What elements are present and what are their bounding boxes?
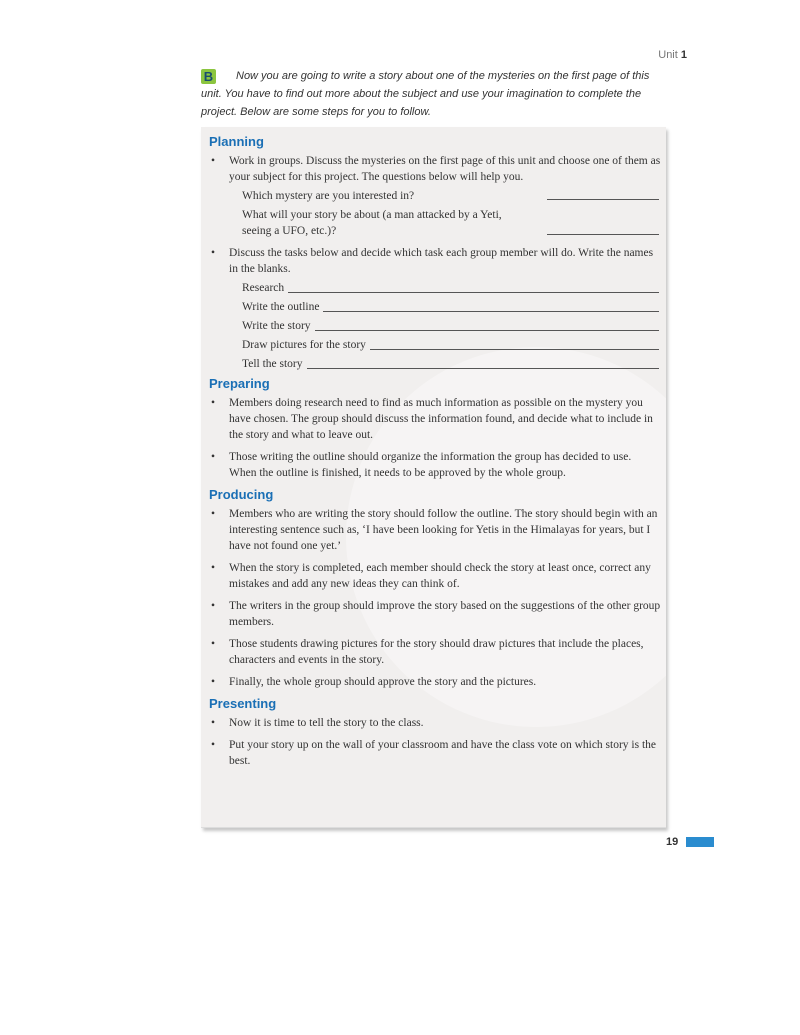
task-row [242,337,661,353]
question-1: Which mystery are you interested in? [242,190,415,202]
preparing-bullet-2: Those writing the outline should organize the information the group has decided to use. When the outline is finished, it needs to be approved by the whole group. [229,451,632,479]
intro-paragraph [201,66,673,120]
unit-number: 1 [680,49,687,61]
list-item: • Now it is time to tell the story to the class. [211,717,424,729]
list-item: • Those students drawing pictures for the story should draw pictures that include the places, characters and events in the story. [211,638,644,666]
list-item: • The writers in the group should improve the story based on the suggestions of the other group members. [211,600,661,628]
producing-bullet-5: Finally, the whole group should approve the story and the pictures. [229,676,537,688]
producing-bullet-2: When the story is completed, each member should check the story at least once, correct any mistakes and add any new ideas they can think of. [229,562,651,590]
unit-label [658,49,687,61]
producing-heading: Producing [209,487,274,502]
question-row [242,207,661,239]
list-item: • Put your story up on the wall of your classroom and have the class vote on which story is the best. [211,739,657,767]
preparing-bullet-1: Members doing research need to find as much information as possible on the mystery you have chosen. The group should discuss the information found, and decide what to include in the story and what to leave out. [229,397,653,441]
task-label: Write the outline [242,301,320,313]
list-item: • Discuss the tasks below and decide which task each group member will do. Write the names in the blanks. Research Write the outline Write the story Draw pictures for the story Tell the story [209,245,661,372]
list-item: • Those writing the outline should organize the information the group has decided to use. When the outline is finished, it needs to be approved by the whole group. [211,451,632,479]
preparing-heading: Preparing [209,376,270,391]
presenting-heading: Presenting [209,696,277,711]
planning-bullet-2: Discuss the tasks below and decide which task each group member will do. Write the names in the blanks. [229,247,654,275]
task-row [242,280,661,296]
intro-text: Now you are going to write a story about one of the mysteries on the first page of this unit. You have to find out more about the subject and use your imagination to complete the project. Below are some steps for you to follow. [201,70,650,118]
task-row [242,299,661,315]
presenting-section [209,696,661,769]
list-item: • Finally, the whole group should approve the story and the pictures. [211,676,537,688]
question-2: What will your story be about (a man attacked by a Yeti, seeing a UFO, etc.)? [242,209,502,237]
task-label: Tell the story [242,358,303,370]
preparing-section [209,376,661,481]
task-label: Draw pictures for the story [242,339,366,351]
list-item: • When the story is completed, each member should check the story at least once, correct any mistakes and add any new ideas they can think of. [211,562,651,590]
project-steps-box [201,127,666,828]
question-row [242,188,661,204]
planning-section [209,134,661,372]
producing-bullet-4: Those students drawing pictures for the story should draw pictures that include the places, characters and events in the story. [229,638,644,666]
task-row [242,356,661,372]
list-item: • Members doing research need to find as much information as possible on the mystery you have chosen. The group should discuss the information found, and decide what to include in the story and what to leave out. [211,397,653,441]
presenting-bullet-1: Now it is time to tell the story to the class. [229,717,424,729]
presenting-bullet-2: Put your story up on the wall of your classroom and have the class vote on which story is the best. [229,739,657,767]
task-row [242,318,661,334]
page-number: 19 [666,836,679,848]
page-number-bar [686,837,714,847]
task-blank[interactable] [288,292,659,293]
list-item: • Work in groups. Discuss the mysteries on the first page of this unit and choose one of them as your subject for this project. The questions below will help you. Which mystery are you interested in? What will your story be about (a man attacked by a Yeti, seeing a UFO, etc.)? [211,155,661,237]
answer-blank-1[interactable] [547,198,659,200]
task-blank[interactable] [323,311,659,312]
producing-bullet-1: Members who are writing the story should follow the outline. The story should begin with an interesting sentence such as, ‘I have been looking for Yetis in the Himalayas for years, but I have not found one yet.’ [229,508,658,552]
task-blank[interactable] [307,368,659,369]
task-label: Write the story [242,320,311,332]
task-label: Research [242,282,285,294]
producing-bullet-3: The writers in the group should improve the story based on the suggestions of the other group members. [229,600,661,628]
producing-section [209,487,661,690]
planning-heading: Planning [209,134,264,149]
task-blank[interactable] [370,349,659,350]
planning-bullet-1: Work in groups. Discuss the mysteries on the first page of this unit and choose one of them as your subject for this project. The questions below will help you. [229,155,661,183]
answer-blank-2[interactable] [547,233,659,235]
section-b-badge: B [201,69,216,84]
list-item: • Members who are writing the story should follow the outline. The story should begin with an interesting sentence such as, ‘I have been looking for Yetis in the Himalayas for years, but I have not found one yet.’ [211,508,658,552]
unit-label-text: Unit [658,49,678,61]
task-blank[interactable] [315,330,659,331]
